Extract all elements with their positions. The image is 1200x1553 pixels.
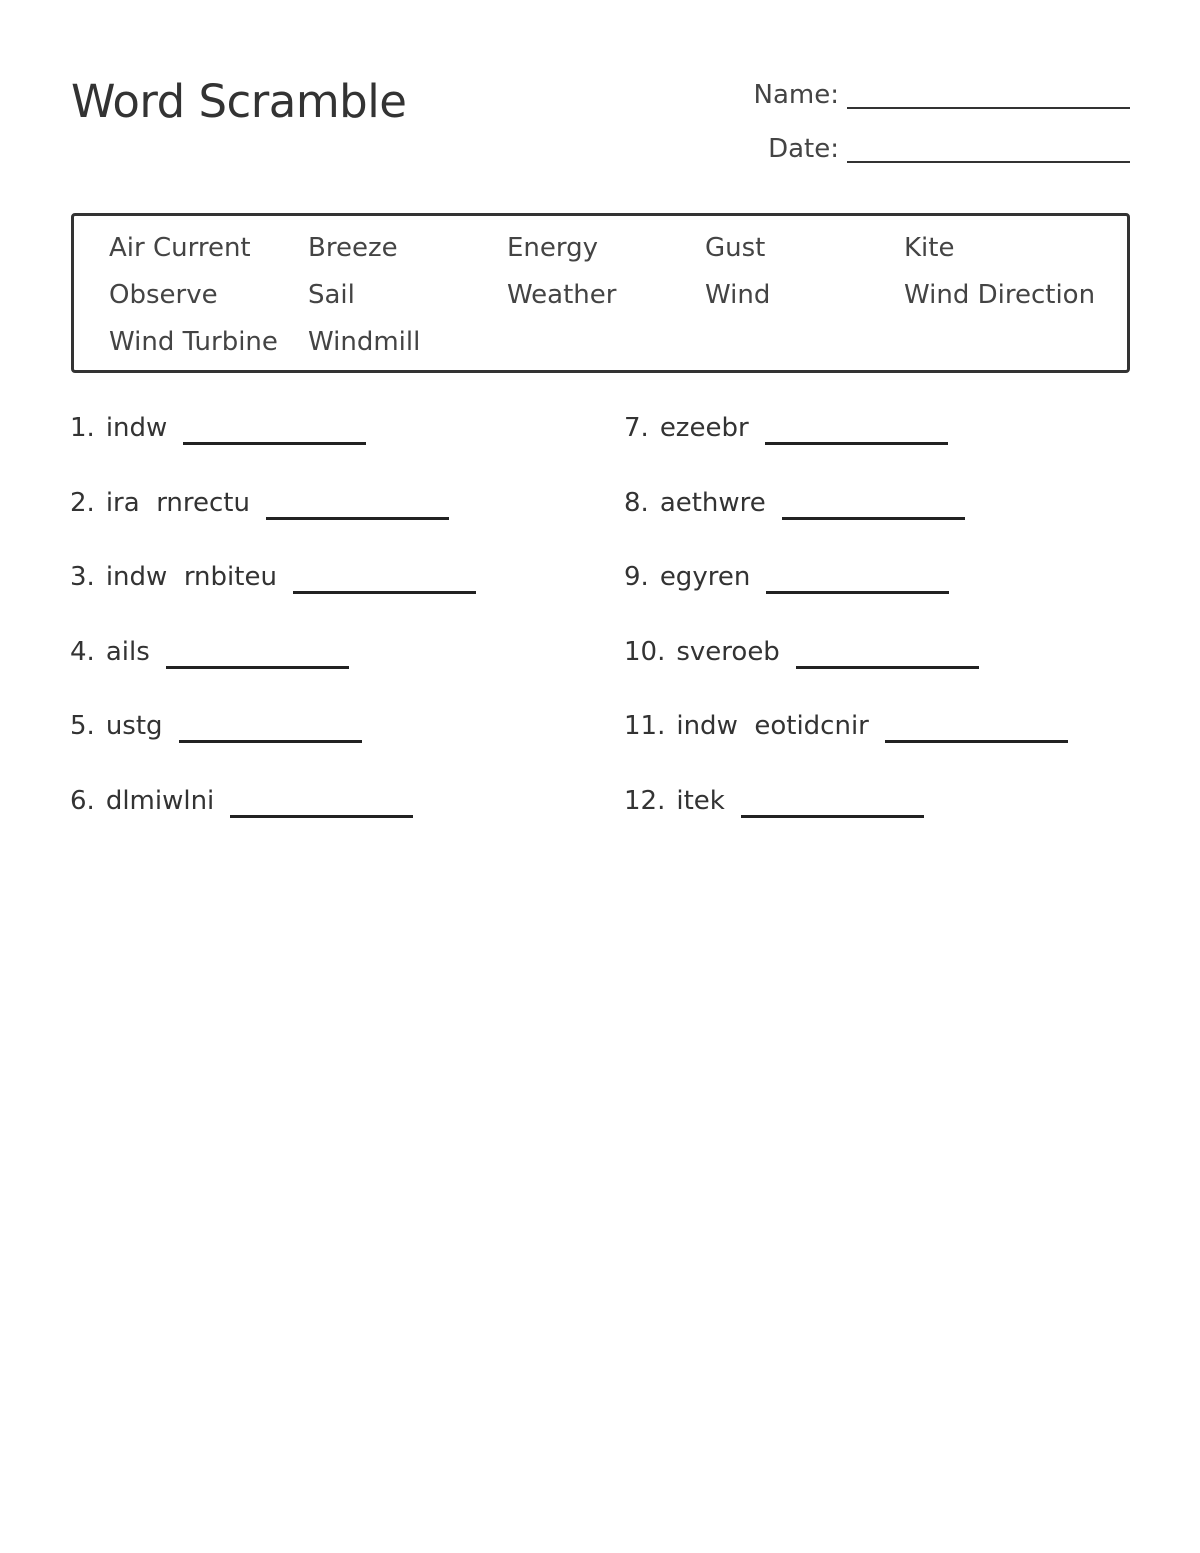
- scrambled-word: aethwre: [659, 487, 766, 518]
- puzzle-number: 9.: [624, 562, 649, 593]
- puzzle-item: [624, 702, 1068, 777]
- puzzle-number: 2.: [70, 487, 95, 518]
- word-bank-item: Gust: [705, 233, 766, 263]
- word-bank-item: Air Current: [109, 233, 251, 263]
- page-title: Word Scramble: [71, 75, 407, 128]
- answer-line[interactable]: [766, 591, 949, 594]
- puzzle-number: 5.: [70, 711, 95, 742]
- word-bank-item: Breeze: [308, 233, 398, 263]
- scrambled-word: indw rnbiteu: [105, 562, 277, 593]
- answer-line[interactable]: [293, 591, 476, 594]
- answer-line[interactable]: [166, 666, 349, 669]
- puzzle-item: [624, 628, 1068, 703]
- puzzle-item: [624, 553, 1068, 628]
- word-bank: [71, 213, 1130, 373]
- date-input-line[interactable]: [847, 161, 1130, 163]
- puzzle-item: [70, 404, 476, 479]
- puzzle-number: 11.: [624, 711, 666, 742]
- puzzle-item: [70, 553, 476, 628]
- scrambled-word: indw eotidcnir: [676, 711, 869, 742]
- word-bank-item: Wind Direction: [904, 280, 1096, 310]
- word-bank-item: Sail: [308, 280, 355, 310]
- word-bank-grid: [109, 228, 1124, 369]
- word-bank-item: Wind Turbine: [109, 327, 278, 357]
- answer-line[interactable]: [885, 740, 1068, 743]
- name-field: [754, 80, 1130, 110]
- puzzle-item: [624, 777, 1068, 852]
- word-bank-item: Observe: [109, 280, 218, 310]
- word-bank-item: Energy: [507, 233, 599, 263]
- word-bank-item: Wind: [705, 280, 771, 310]
- puzzle-number: 10.: [624, 636, 666, 667]
- puzzle-number: 3.: [70, 562, 95, 593]
- answer-line[interactable]: [179, 740, 362, 743]
- name-input-line[interactable]: [847, 107, 1130, 109]
- scrambled-word: dlmiwlni: [105, 785, 215, 816]
- puzzle-item: [70, 702, 476, 777]
- scrambled-word: ails: [105, 636, 150, 667]
- answer-line[interactable]: [741, 815, 924, 818]
- puzzle-number: 4.: [70, 636, 95, 667]
- puzzle-number: 1.: [70, 413, 95, 443]
- puzzle-item: [70, 479, 476, 554]
- scrambled-word: ustg: [105, 711, 163, 742]
- puzzle-item: [70, 628, 476, 703]
- puzzle-number: 8.: [624, 487, 649, 518]
- puzzle-list-left: [70, 404, 476, 852]
- puzzle-item: [70, 777, 476, 852]
- scrambled-word: ira rnrectu: [105, 487, 250, 518]
- scrambled-word: indw: [105, 413, 168, 443]
- date-label: Date:: [768, 134, 839, 164]
- name-label: Name:: [753, 80, 839, 110]
- scrambled-word: itek: [676, 785, 725, 816]
- scrambled-word: ezeebr: [659, 413, 749, 443]
- answer-line[interactable]: [782, 517, 965, 520]
- puzzle-number: 7.: [624, 413, 649, 443]
- answer-line[interactable]: [765, 442, 948, 445]
- puzzle-item: [624, 404, 1068, 479]
- puzzle-item: [624, 479, 1068, 554]
- date-field: [768, 134, 1130, 164]
- word-bank-item: Windmill: [308, 327, 421, 357]
- answer-line[interactable]: [796, 666, 979, 669]
- answer-line[interactable]: [266, 517, 449, 520]
- word-bank-item: Kite: [904, 233, 955, 263]
- answer-line[interactable]: [230, 815, 413, 818]
- puzzle-number: 12.: [624, 785, 666, 816]
- scrambled-word: egyren: [659, 562, 751, 593]
- answer-line[interactable]: [183, 442, 366, 445]
- puzzle-number: 6.: [70, 785, 95, 816]
- word-bank-item: Weather: [507, 280, 617, 310]
- scrambled-word: sveroeb: [676, 636, 780, 667]
- puzzle-list-right: [624, 404, 1068, 852]
